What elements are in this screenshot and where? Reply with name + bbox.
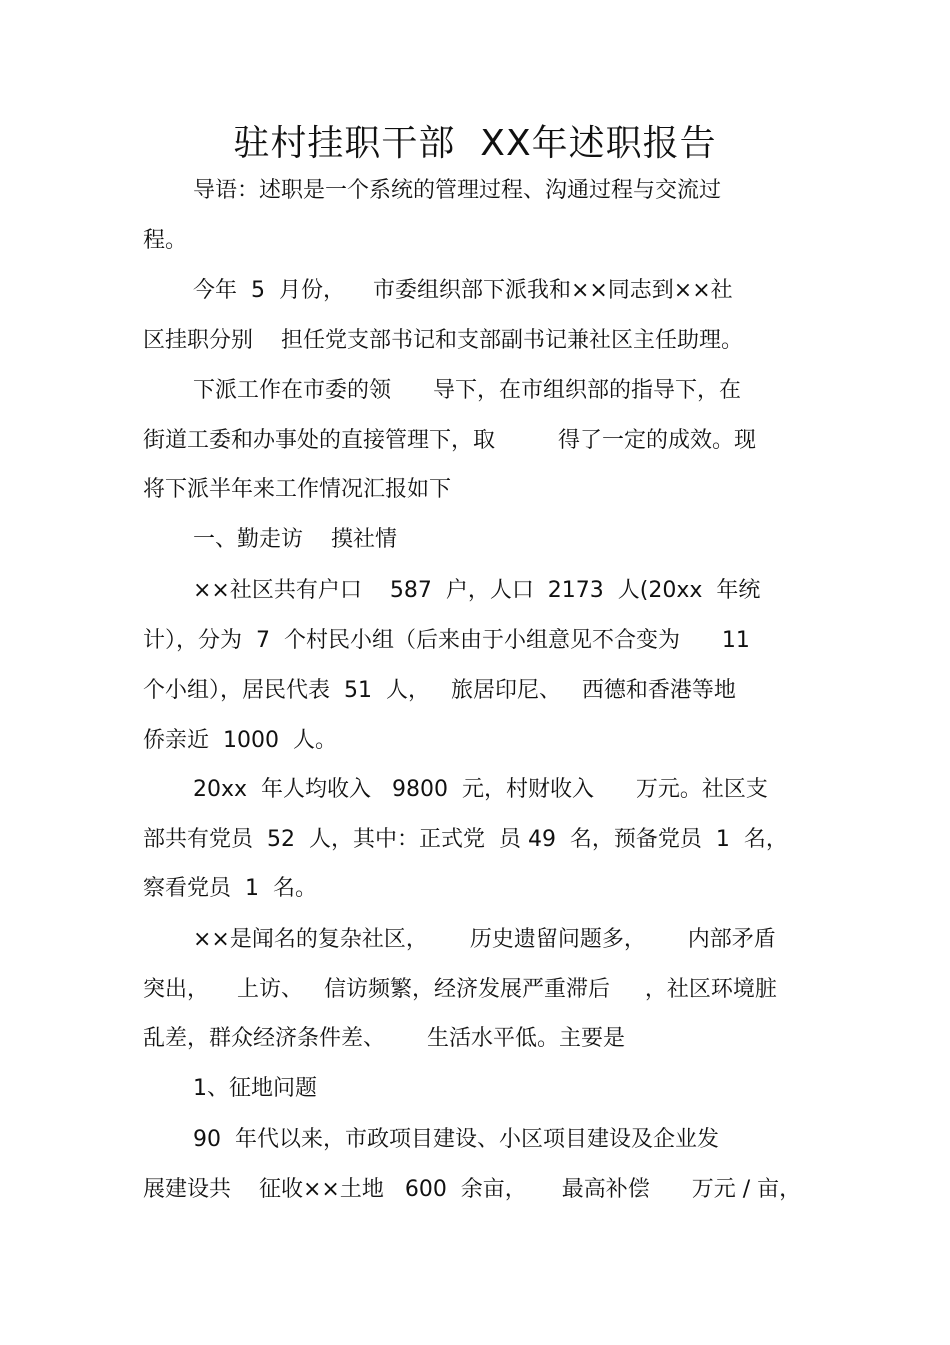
text-line: ××社区共有户口 587 户，人口 2173 人(20xx 年统 xyxy=(193,578,761,603)
text-line: 部共有党员 52 人，其中：正式党 员 49 名，预备党员 1 名， xyxy=(143,827,788,852)
text-line: 程。 xyxy=(143,228,188,253)
section-heading: 一、勤走访 摸社情 xyxy=(193,527,397,552)
document-title: 驻村挂职干部 XX年述职报告 xyxy=(233,123,717,164)
text-line: 下派工作在市委的领 导下，在市组织部的指导下，在 xyxy=(193,378,741,403)
text-line: 导语：述职是一个系统的管理过程、沟通过程与交流过 xyxy=(193,178,722,203)
text-line: 计），分为 7 个村民小组（后来由于小组意见不合变为 11 xyxy=(143,628,750,653)
text-line: 个小组），居民代表 51 人， 旅居印尼、 西德和香港等地 xyxy=(143,678,736,703)
text-line: 将下派半年来工作情况汇报如下 xyxy=(143,477,452,502)
text-line: 今年 5 月份， 市委组织部下派我和××同志到××社 xyxy=(193,278,733,303)
text-line: 察看党员 1 名。 xyxy=(143,876,317,901)
text-line: ××是闻名的复杂社区， 历史遗留问题多， 内部矛盾 xyxy=(193,927,776,952)
text-line: 突出， 上访、 信访频繁，经济发展严重滞后 ，社区环境脏 xyxy=(143,977,777,1002)
text-line: 90 年代以来，市政项目建设、小区项目建设及企业发 xyxy=(193,1127,719,1152)
text-line: 乱差，群众经济条件差、 生活水平低。主要是 xyxy=(143,1026,625,1051)
subsection-heading: 1、征地问题 xyxy=(193,1076,317,1101)
text-line: 街道工委和办事处的直接管理下，取 得了一定的成效。现 xyxy=(143,428,756,453)
text-line: 20xx 年人均收入 9800 元，村财收入 万元。社区支 xyxy=(193,777,768,802)
text-line: 区挂职分别 担任党支部书记和支部副书记兼社区主任助理。 xyxy=(143,328,743,353)
text-line: 侨亲近 1000 人。 xyxy=(143,728,337,753)
text-line: 展建设共 征收××土地 600 余亩， 最高补偿 万元 / 亩， xyxy=(143,1177,802,1202)
